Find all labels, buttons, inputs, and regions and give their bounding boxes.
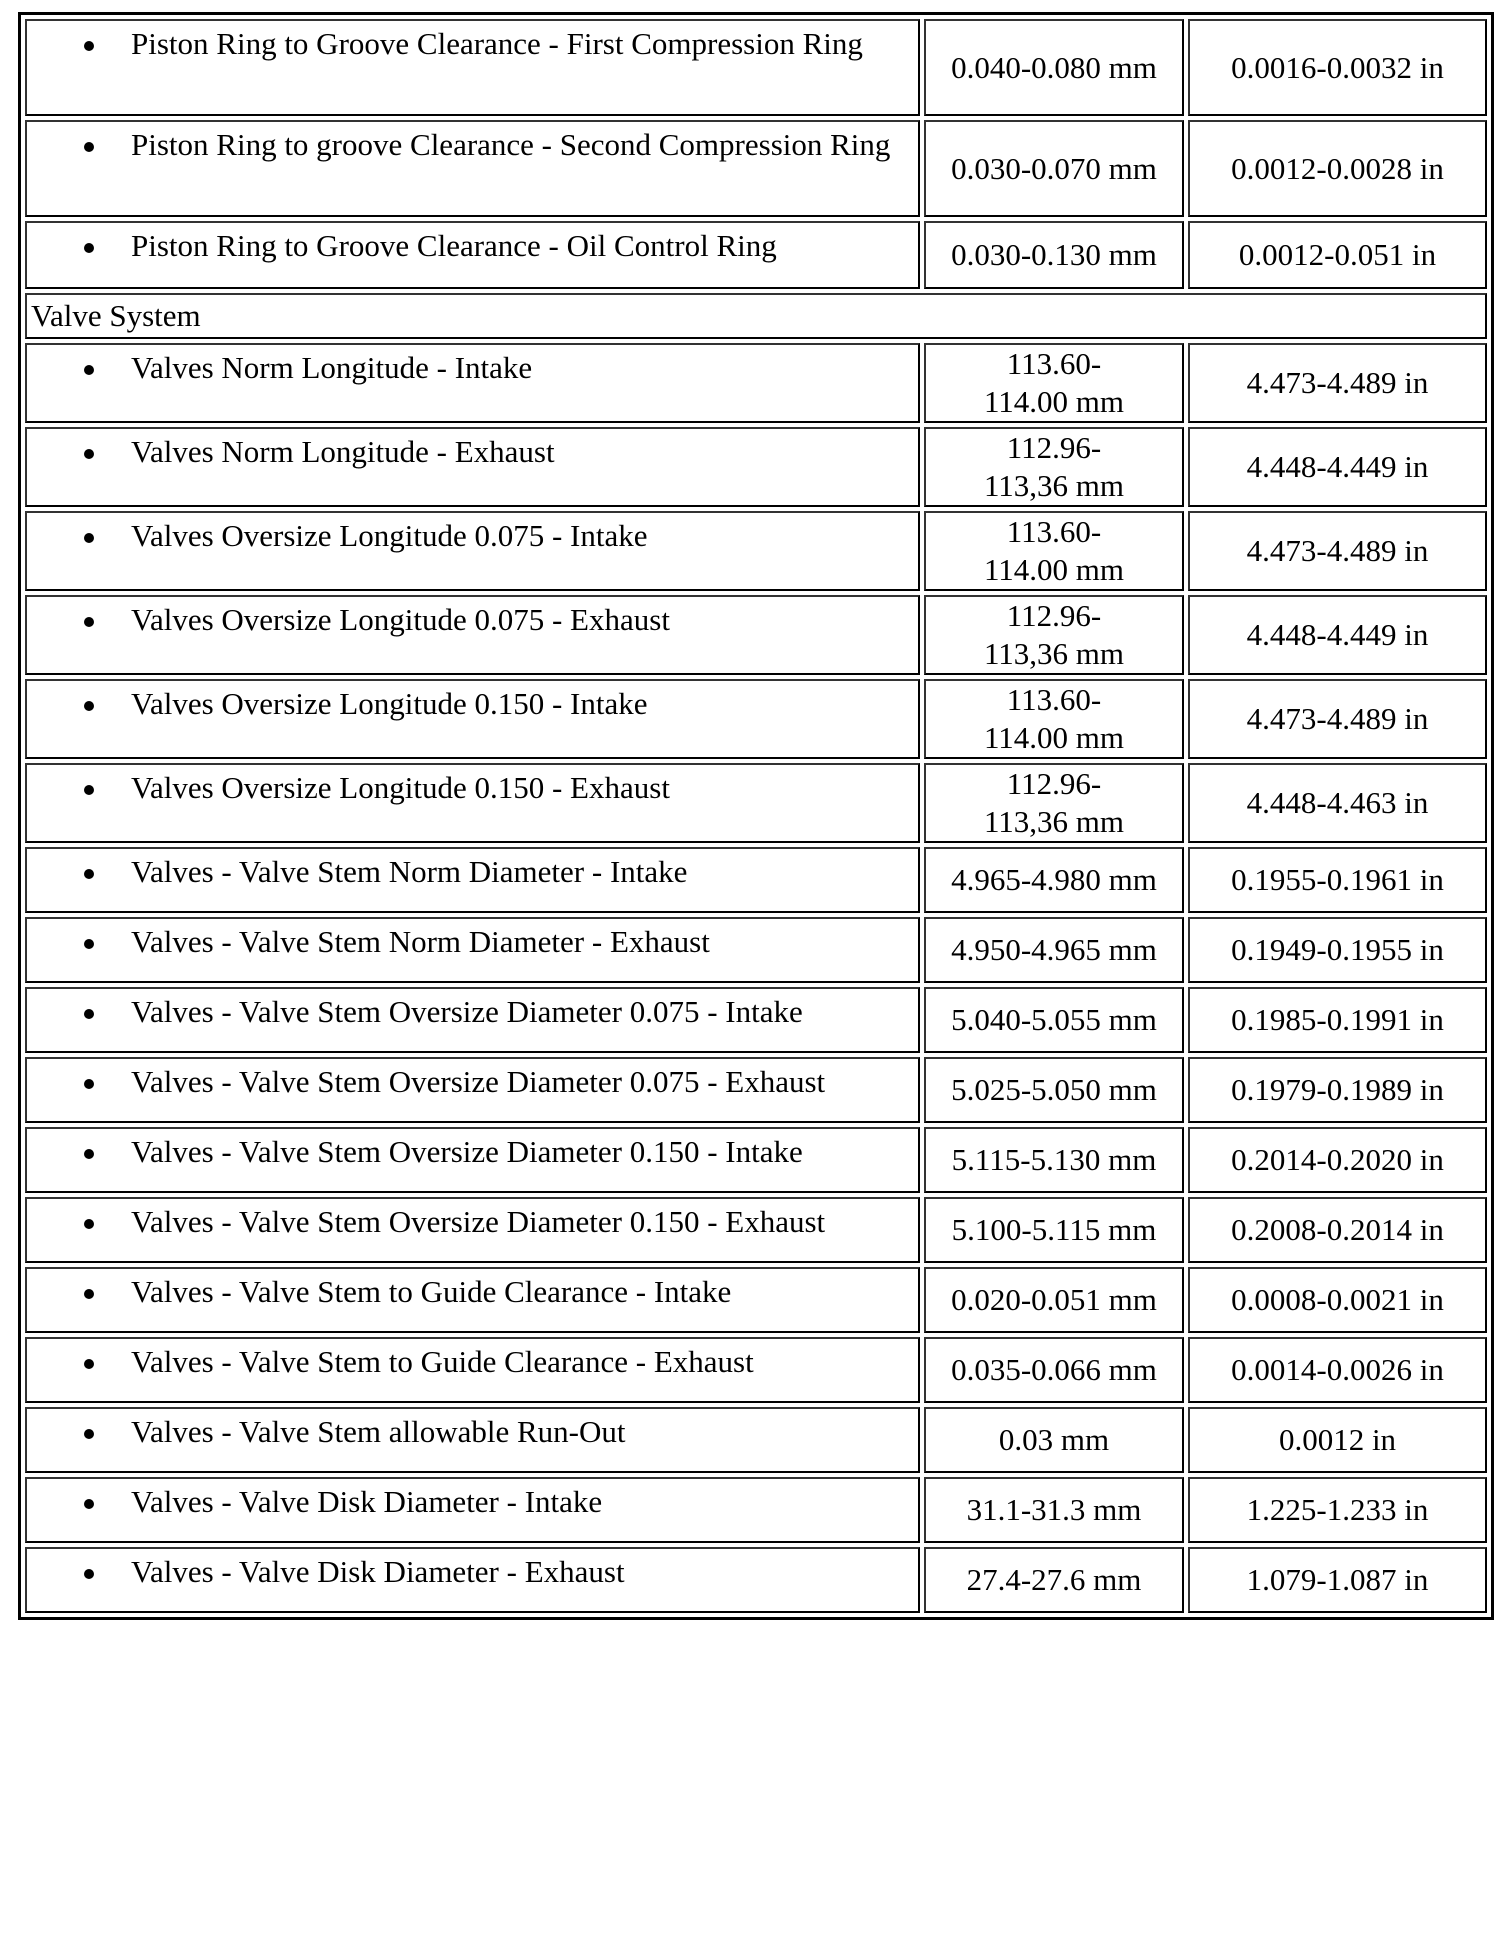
table-row	[25, 595, 1487, 675]
table-row	[25, 1547, 1487, 1613]
table-row	[25, 511, 1487, 591]
imperial-value: 0.0012-0.051 in	[1188, 221, 1487, 289]
metric-value: 5.115-5.130 mm	[924, 1127, 1184, 1193]
bullet-icon	[84, 1569, 94, 1579]
table-row	[25, 1127, 1487, 1193]
spec-name-cell	[25, 19, 920, 116]
metric-value: 113.60- 114.00 mm	[924, 343, 1184, 423]
metric-value: 31.1-31.3 mm	[924, 1477, 1184, 1543]
table-row	[25, 1337, 1487, 1403]
imperial-value: 1.225-1.233 in	[1188, 1477, 1487, 1543]
spec-name-cell	[25, 1127, 920, 1193]
spec-name: Valves Norm Longitude - Exhaust	[131, 434, 555, 469]
bullet-icon	[84, 869, 94, 879]
spec-name-cell	[25, 1407, 920, 1473]
metric-value: 4.965-4.980 mm	[924, 847, 1184, 913]
bullet-icon	[84, 1079, 94, 1089]
spec-name-cell	[25, 847, 920, 913]
spec-name: Valves - Valve Stem Oversize Diameter 0.075 - Exhaust	[131, 1064, 826, 1099]
imperial-value: 0.1985-0.1991 in	[1188, 987, 1487, 1053]
metric-value: 113.60- 114.00 mm	[924, 511, 1184, 591]
bullet-icon	[84, 701, 94, 711]
bullet-icon	[84, 1359, 94, 1369]
spec-name: Valves - Valve Disk Diameter - Exhaust	[131, 1554, 625, 1589]
spec-name-cell	[25, 120, 920, 217]
imperial-value: 4.473-4.489 in	[1188, 343, 1487, 423]
bullet-icon	[84, 365, 94, 375]
metric-value: 0.040-0.080 mm	[924, 19, 1184, 116]
spec-name: Valves Oversize Longitude 0.150 - Exhaust	[131, 770, 670, 805]
spec-name-cell	[25, 595, 920, 675]
bullet-icon	[84, 533, 94, 543]
bullet-icon	[84, 142, 94, 152]
imperial-value: 4.448-4.449 in	[1188, 427, 1487, 507]
bullet-icon	[84, 1009, 94, 1019]
spec-name-cell	[25, 987, 920, 1053]
section-title: Valve System	[25, 293, 1487, 339]
spec-name: Valves - Valve Stem Oversize Diameter 0.150 - Intake	[131, 1134, 803, 1169]
spec-name-cell	[25, 221, 920, 289]
metric-value: 5.025-5.050 mm	[924, 1057, 1184, 1123]
metric-value: 0.020-0.051 mm	[924, 1267, 1184, 1333]
bullet-icon	[84, 449, 94, 459]
imperial-value: 0.0008-0.0021 in	[1188, 1267, 1487, 1333]
specifications-table	[18, 12, 1494, 1620]
spec-name-cell	[25, 511, 920, 591]
table-row	[25, 1407, 1487, 1473]
bullet-icon	[84, 785, 94, 795]
bullet-icon	[84, 1429, 94, 1439]
bullet-icon	[84, 243, 94, 253]
spec-name: Valves Oversize Longitude 0.150 - Intake	[131, 686, 648, 721]
metric-value: 4.950-4.965 mm	[924, 917, 1184, 983]
spec-name-cell	[25, 679, 920, 759]
metric-value: 5.040-5.055 mm	[924, 987, 1184, 1053]
table-row	[25, 1477, 1487, 1543]
spec-name-cell	[25, 1547, 920, 1613]
imperial-value: 0.2008-0.2014 in	[1188, 1197, 1487, 1263]
imperial-value: 0.0012-0.0028 in	[1188, 120, 1487, 217]
spec-name: Valves - Valve Stem Oversize Diameter 0.150 - Exhaust	[131, 1204, 826, 1239]
spec-name: Valves - Valve Stem Oversize Diameter 0.075 - Intake	[131, 994, 803, 1029]
imperial-value: 4.448-4.449 in	[1188, 595, 1487, 675]
spec-name: Piston Ring to Groove Clearance - First Compression Ring	[131, 26, 863, 61]
table-row	[25, 1197, 1487, 1263]
table-row	[25, 987, 1487, 1053]
metric-value: 113.60- 114.00 mm	[924, 679, 1184, 759]
table-row	[25, 120, 1487, 217]
imperial-value: 4.473-4.489 in	[1188, 679, 1487, 759]
bullet-icon	[84, 617, 94, 627]
spec-name: Valves Oversize Longitude 0.075 - Intake	[131, 518, 648, 553]
spec-name: Valves - Valve Stem Norm Diameter - Exhaust	[131, 924, 710, 959]
metric-value: 0.030-0.070 mm	[924, 120, 1184, 217]
metric-value: 0.03 mm	[924, 1407, 1184, 1473]
specifications-table-body	[25, 19, 1487, 1613]
spec-name: Valves Norm Longitude - Intake	[131, 350, 533, 385]
imperial-value: 0.1955-0.1961 in	[1188, 847, 1487, 913]
table-row	[25, 1057, 1487, 1123]
metric-value: 5.100-5.115 mm	[924, 1197, 1184, 1263]
bullet-icon	[84, 1289, 94, 1299]
metric-value: 112.96- 113,36 mm	[924, 763, 1184, 843]
spec-name-cell	[25, 1057, 920, 1123]
spec-name-cell	[25, 1477, 920, 1543]
table-row	[25, 427, 1487, 507]
spec-name-cell	[25, 763, 920, 843]
metric-value: 27.4-27.6 mm	[924, 1547, 1184, 1613]
spec-name-cell	[25, 917, 920, 983]
spec-name-cell	[25, 1267, 920, 1333]
table-row	[25, 917, 1487, 983]
spec-name-cell	[25, 427, 920, 507]
metric-value: 112.96- 113,36 mm	[924, 595, 1184, 675]
metric-value: 112.96- 113,36 mm	[924, 427, 1184, 507]
imperial-value: 1.079-1.087 in	[1188, 1547, 1487, 1613]
spec-name: Valves Oversize Longitude 0.075 - Exhaust	[131, 602, 670, 637]
imperial-value: 0.0012 in	[1188, 1407, 1487, 1473]
imperial-value: 0.0016-0.0032 in	[1188, 19, 1487, 116]
table-row	[25, 19, 1487, 116]
imperial-value: 0.1949-0.1955 in	[1188, 917, 1487, 983]
metric-value: 0.030-0.130 mm	[924, 221, 1184, 289]
table-row	[25, 1267, 1487, 1333]
imperial-value: 0.0014-0.0026 in	[1188, 1337, 1487, 1403]
bullet-icon	[84, 1499, 94, 1509]
table-row	[25, 763, 1487, 843]
spec-name-cell	[25, 343, 920, 423]
bullet-icon	[84, 41, 94, 51]
table-row	[25, 343, 1487, 423]
spec-name: Piston Ring to groove Clearance - Second Compression Ring	[131, 127, 891, 162]
section-header-row	[25, 293, 1487, 339]
bullet-icon	[84, 1149, 94, 1159]
spec-name: Piston Ring to Groove Clearance - Oil Control Ring	[131, 228, 777, 263]
spec-name-cell	[25, 1197, 920, 1263]
spec-name: Valves - Valve Stem allowable Run-Out	[131, 1414, 626, 1449]
table-row	[25, 221, 1487, 289]
bullet-icon	[84, 1219, 94, 1229]
metric-value: 0.035-0.066 mm	[924, 1337, 1184, 1403]
bullet-icon	[84, 939, 94, 949]
imperial-value: 4.473-4.489 in	[1188, 511, 1487, 591]
spec-name-cell	[25, 1337, 920, 1403]
imperial-value: 0.2014-0.2020 in	[1188, 1127, 1487, 1193]
table-row	[25, 679, 1487, 759]
imperial-value: 4.448-4.463 in	[1188, 763, 1487, 843]
spec-name: Valves - Valve Stem to Guide Clearance - Intake	[131, 1274, 732, 1309]
spec-name: Valves - Valve Disk Diameter - Intake	[131, 1484, 603, 1519]
spec-name: Valves - Valve Stem Norm Diameter - Intake	[131, 854, 688, 889]
imperial-value: 0.1979-0.1989 in	[1188, 1057, 1487, 1123]
table-row	[25, 847, 1487, 913]
spec-name: Valves - Valve Stem to Guide Clearance - Exhaust	[131, 1344, 754, 1379]
